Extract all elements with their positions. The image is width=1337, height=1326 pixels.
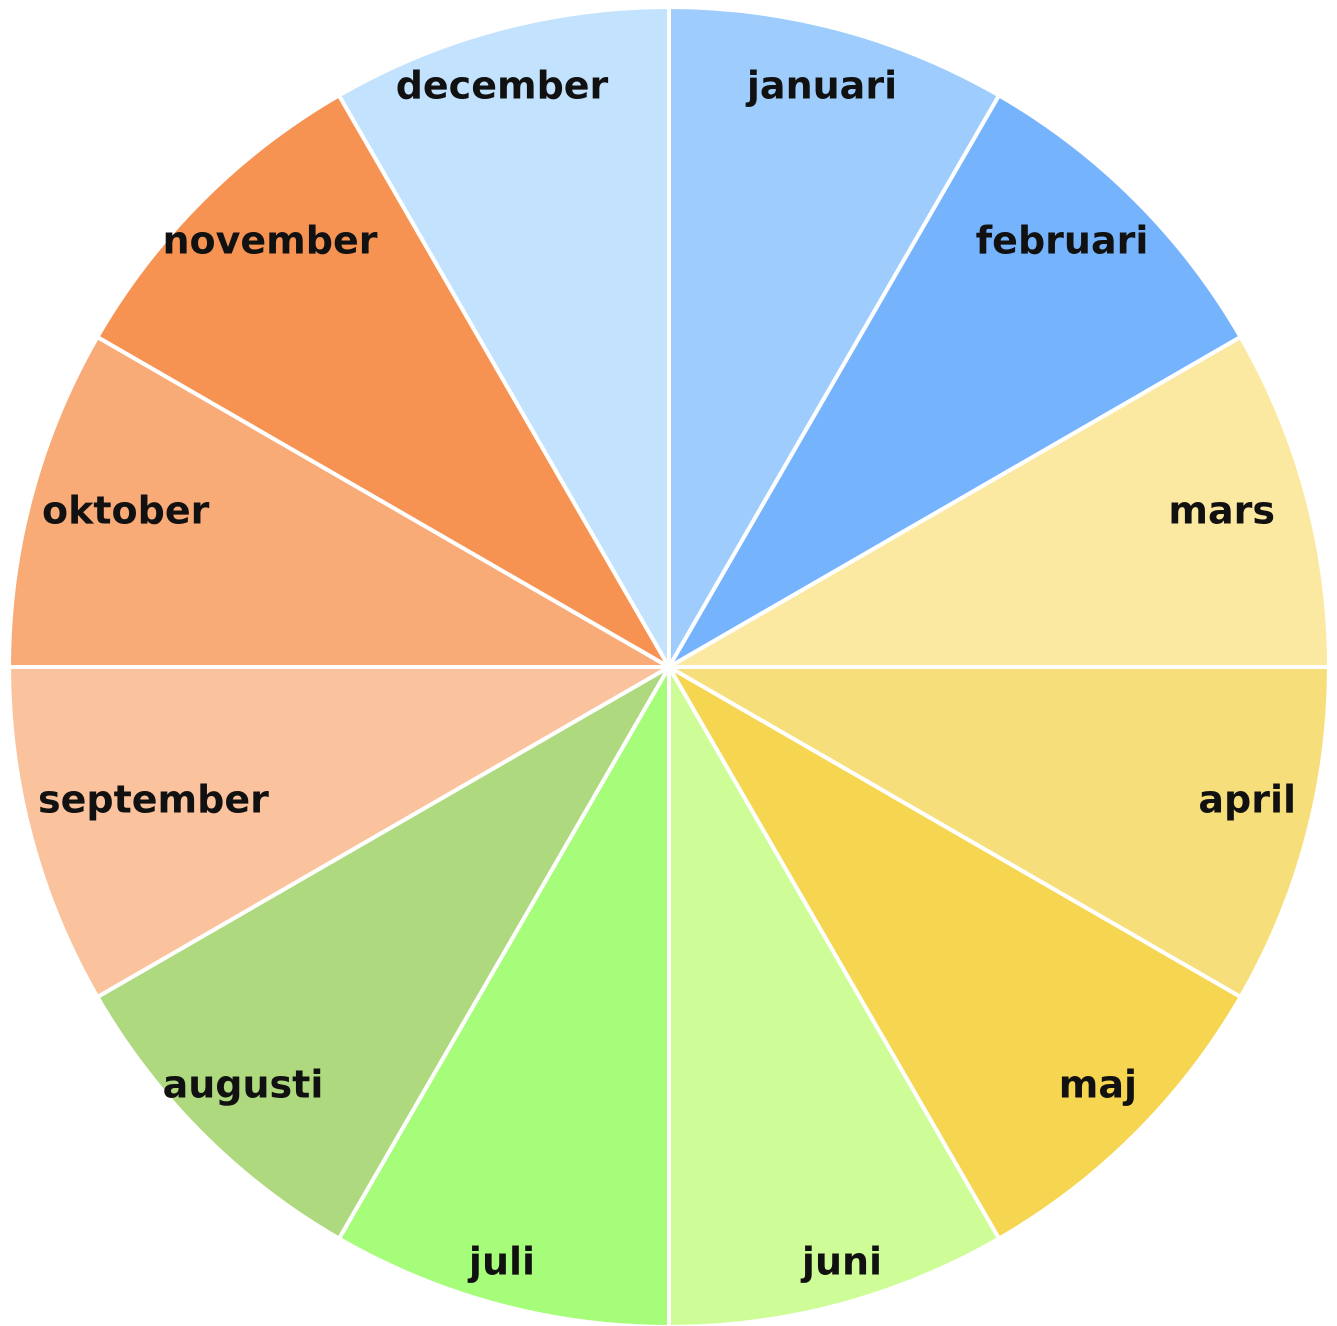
month-label-december: december	[395, 63, 609, 108]
month-label-april: april	[1198, 777, 1296, 822]
month-label-augusti: augusti	[162, 1062, 324, 1107]
month-slices	[9, 7, 1329, 1326]
month-label-mars: mars	[1168, 488, 1275, 533]
month-label-oktober: oktober	[42, 488, 210, 533]
month-label-februari: februari	[975, 218, 1149, 263]
month-label-juli: juli	[468, 1239, 536, 1284]
month-label-januari: januari	[746, 63, 898, 108]
month-label-maj: maj	[1058, 1062, 1137, 1107]
month-label-november: november	[162, 218, 378, 263]
month-label-september: september	[38, 777, 269, 822]
month-label-juni: juni	[801, 1239, 883, 1284]
